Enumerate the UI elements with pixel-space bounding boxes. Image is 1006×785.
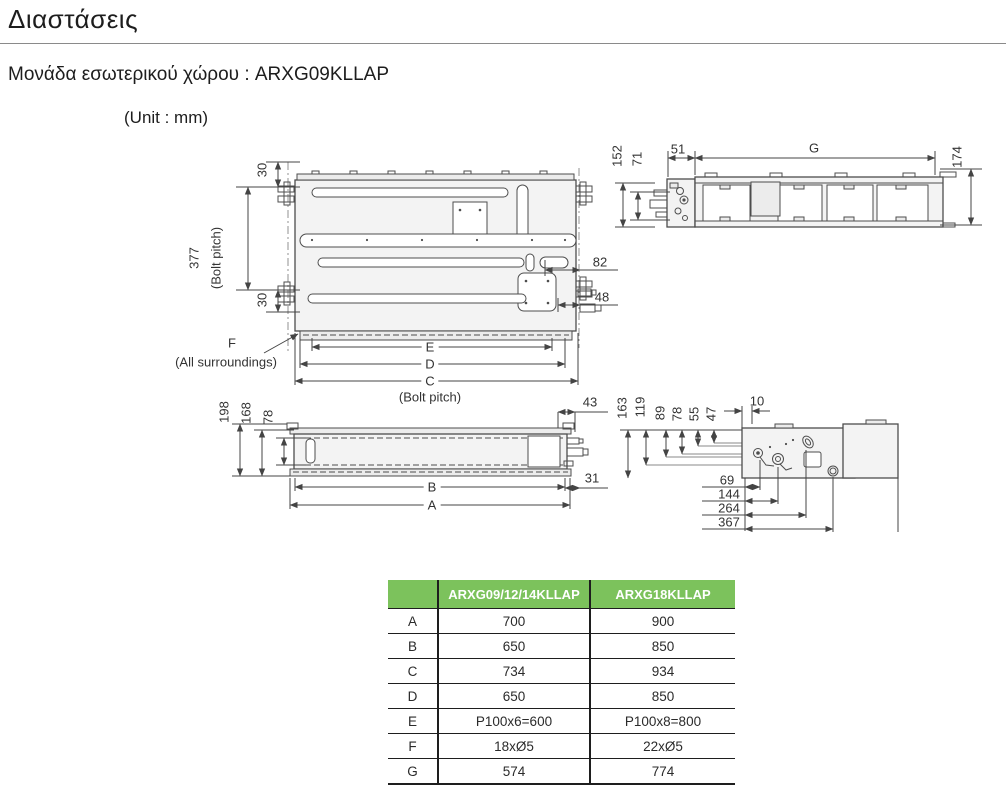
row-label-cell: D	[388, 684, 438, 709]
dim-label: 168	[238, 402, 254, 424]
dim-label: 30	[254, 162, 270, 178]
value-cell: 774	[590, 759, 735, 785]
dim-label: D	[421, 358, 438, 371]
unit-note: (Unit : mm)	[124, 108, 209, 127]
dim-label: 43	[582, 394, 598, 410]
dim-label: (All surroundings)	[175, 354, 277, 370]
dim-label: 30	[254, 292, 270, 308]
value-cell: 18xØ5	[438, 734, 590, 759]
dim-label: 69	[719, 472, 735, 488]
row-label-cell: G	[388, 759, 438, 785]
row-label-cell: F	[388, 734, 438, 759]
table-row	[388, 659, 735, 684]
table-row	[388, 734, 735, 759]
dim-label: C	[421, 375, 438, 388]
dim-label: 47	[703, 406, 719, 422]
table-row	[388, 759, 735, 785]
dim-label: 163	[614, 397, 630, 419]
dim-label: 10	[749, 393, 765, 409]
table-header-row	[388, 580, 735, 609]
table-row	[388, 684, 735, 709]
value-cell: 900	[590, 609, 735, 634]
row-label-cell: C	[388, 659, 438, 684]
dim-label: E	[422, 341, 439, 354]
header-model-2: ARXG18KLLAP	[590, 580, 735, 609]
value-cell: 650	[438, 634, 590, 659]
dim-label: 174	[949, 146, 965, 168]
table-row	[388, 709, 735, 734]
dim-label: 377	[186, 247, 202, 269]
side-view-drawing	[610, 380, 1006, 536]
value-cell: 22xØ5	[590, 734, 735, 759]
dim-label: 367	[718, 514, 740, 530]
value-cell: 850	[590, 634, 735, 659]
dim-label: (Bolt pitch)	[208, 226, 224, 290]
page-title: Διαστάσεις	[8, 4, 139, 34]
dim-label: 82	[592, 254, 608, 270]
table-row	[388, 634, 735, 659]
top-view-drawing	[160, 140, 620, 415]
value-cell: P100x6=600	[438, 709, 590, 734]
dim-label: 31	[584, 470, 600, 486]
dim-label: 51	[670, 141, 686, 157]
dim-label: 144	[718, 486, 740, 502]
dim-label: A	[424, 499, 441, 512]
dim-label: 78	[260, 409, 276, 425]
dim-label: 71	[629, 151, 645, 167]
value-cell: 650	[438, 684, 590, 709]
unit-model-heading: Μονάδα εσωτερικού χώρου : ARXG09KLLAP	[8, 64, 390, 85]
header-model-1: ARXG09/12/14KLLAP	[438, 580, 590, 609]
table-row	[388, 609, 735, 634]
dim-label: (Bolt pitch)	[398, 389, 462, 405]
title-rule	[0, 43, 1006, 44]
dim-label: 48	[594, 289, 610, 305]
row-label-cell: B	[388, 634, 438, 659]
row-label-cell: E	[388, 709, 438, 734]
value-cell: 850	[590, 684, 735, 709]
dim-label: 119	[632, 396, 648, 418]
dim-label: F	[228, 335, 236, 351]
dim-label: 152	[609, 145, 625, 167]
dim-label: 78	[669, 406, 685, 422]
dim-label: 89	[652, 405, 668, 421]
dim-label: 264	[718, 500, 740, 516]
value-cell: 934	[590, 659, 735, 684]
row-label-cell: A	[388, 609, 438, 634]
value-cell: 574	[438, 759, 590, 785]
dim-label: 55	[686, 406, 702, 422]
dim-label: 198	[216, 401, 232, 423]
dimensions-table	[388, 580, 735, 785]
value-cell: P100x8=800	[590, 709, 735, 734]
header-blank-cell	[388, 580, 438, 609]
value-cell: 700	[438, 609, 590, 634]
value-cell: 734	[438, 659, 590, 684]
dim-label: B	[424, 481, 441, 494]
dim-label: G	[808, 140, 820, 156]
